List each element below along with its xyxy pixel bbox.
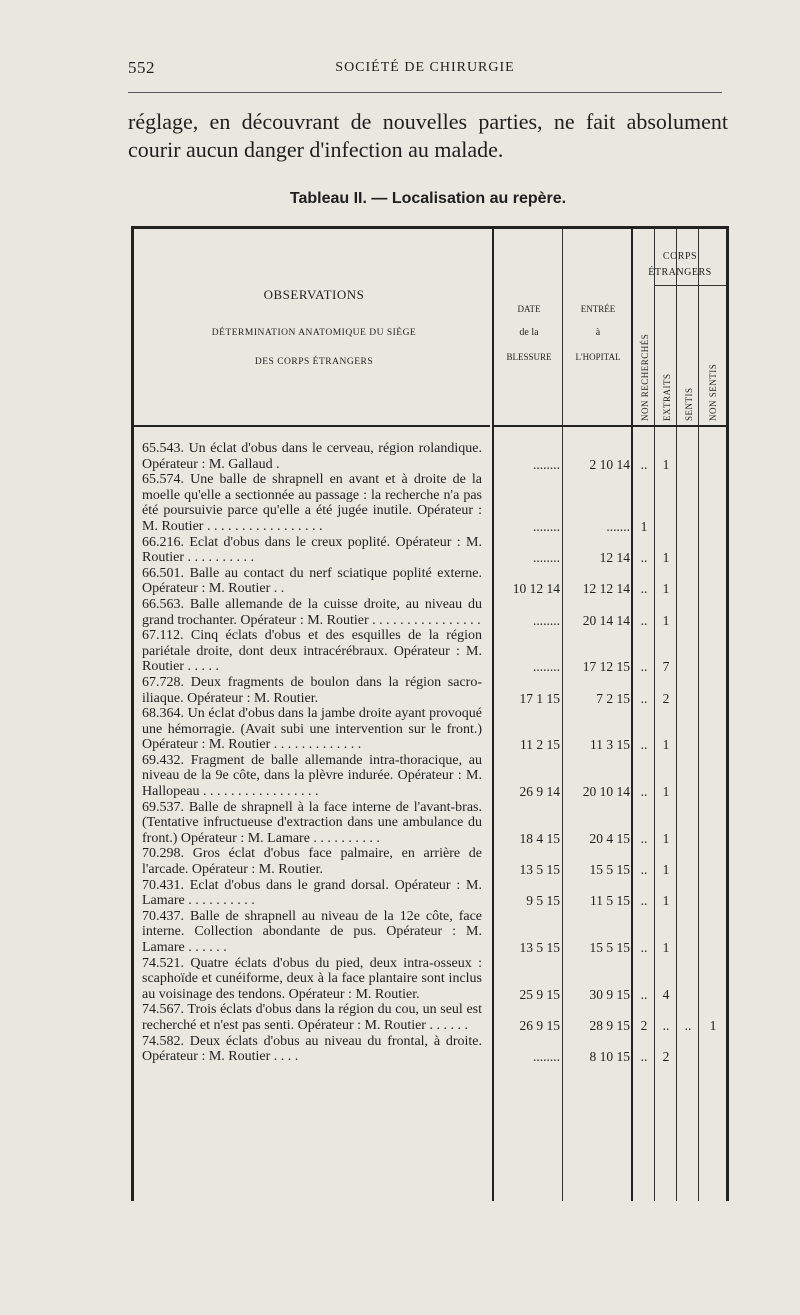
table-row [134,800,726,847]
table-row [134,675,726,706]
observation-text: 67.112. Cinq éclats d'obus et des esquilles de la région pariétale droite, dont deux intracérébraux. Opérateur : M. Routier . . . . . [142,628,482,675]
cell-extraits: 4 [662,986,670,1002]
header-separator-left [134,425,490,427]
intro-paragraph [128,108,728,164]
table-body [134,441,726,1065]
cell-extraits: 1 [662,830,670,846]
table-row [134,1034,726,1065]
page-number: 552 [128,58,155,77]
cell-extraits: 1 [662,581,670,597]
cell-extraits: 1 [662,737,670,753]
cell-non-recherches: .. [640,830,648,846]
header-non-recherches-label: NON RECHERCHÉS [640,333,650,421]
cell-non-recherches: .. [640,690,648,706]
observation-text: 70.431. Eclat d'obus dans le grand dorsal. Opérateur : M. Lamare . . . . . . . . . . [142,877,482,909]
cell-date: 26 9 15 [519,1017,560,1033]
header-sentis [679,291,697,421]
cell-date: ........ [533,550,560,566]
localisation-table [131,226,729,1201]
cell-date: 18 4 15 [519,830,560,846]
cell-entree: 7 2 15 [596,690,630,706]
table-row [134,956,726,1003]
cell-non-sentis: 1 [709,1017,717,1033]
header-obs-title: OBSERVATIONS [263,287,365,302]
cell-non-recherches: .. [640,659,648,675]
header-sentis-label: SENTIS [684,387,694,421]
table-row [134,878,726,909]
cell-non-recherches: .. [640,1049,648,1065]
observation-text: 69.537. Balle de shrapnell à la face interne de l'avant-bras. (Tentative infructueuse d'extraction dans une ambulance du front.) Opérateur : M. Lamare . . . . . . . . . . [142,799,482,846]
cell-extraits: 1 [662,893,670,909]
cell-extraits: 1 [662,862,670,878]
header-entree-l1: ENTRÉE [580,304,616,314]
cell-sentis: .. [684,1017,692,1033]
intro-line-1: réglage, en découvrant de nouvelles parties, ne fait absolument [128,109,728,134]
cell-entree: 30 9 15 [589,986,630,1002]
cell-entree: 12 14 [599,550,630,566]
table-row [134,909,726,956]
header-corps-etrangers [634,249,726,281]
cell-date: 13 5 15 [519,940,560,955]
observation-text: 74.582. Deux éclats d'obus au niveau du frontal, à droite. Opérateur : M. Routier . . . . [142,1033,482,1065]
table-row [134,441,726,472]
cell-extraits: 1 [662,940,670,955]
cell-entree: 15 5 15 [589,862,630,878]
table-row [134,753,726,800]
cell-date: 17 1 15 [519,690,560,706]
cell-extraits: .. [662,1017,670,1033]
header-separator-right [494,425,726,427]
header-non-sentis [703,291,721,421]
observation-text: 66.563. Balle allemande de la cuisse droite, au niveau du grand trochanter. Opérateur : M. Routier . . . . . . . . . . . . . . . . [142,596,482,628]
cell-non-recherches: .. [640,456,648,472]
header-observations [134,229,494,429]
cell-extraits: 2 [662,1049,670,1065]
cell-non-recherches: .. [640,737,648,753]
cell-date: 25 9 15 [519,986,560,1002]
header-date-l2: de la [519,327,539,338]
cell-entree: 20 10 14 [582,784,630,800]
page-header [128,58,722,80]
header-obs-sub1: DÉTERMINATION ANATOMIQUE DU SIÈGE [211,328,417,338]
observation-text: 68.364. Un éclat d'obus dans la jambe droite ayant provoqué une hémorragie. (Avait subi une intervention sur le front.) Opérateur : M. Routier . . . . . . . . . . . . . [142,706,482,753]
header-entree [564,297,632,369]
table-row [134,1002,726,1033]
header-extraits [657,291,675,421]
table-row [134,846,726,877]
cell-entree: 15 5 15 [589,940,630,955]
cell-date: ........ [533,612,560,628]
cell-entree: ....... [606,518,630,534]
cell-non-recherches: .. [640,581,648,597]
cell-entree: 2 10 14 [589,456,630,472]
cell-non-recherches: .. [640,784,648,800]
observation-text: 67.728. Deux fragments de boulon dans la région sacro-iliaque. Opérateur : M. Routier. [142,674,482,706]
cell-non-recherches: .. [640,862,648,878]
table-row [134,597,726,628]
observation-text: 66.216. Eclat d'obus dans le creux poplité. Opérateur : M. Routier . . . . . . . . . . [142,534,482,566]
cell-entree: 12 12 14 [582,581,630,597]
observation-text: 69.432. Fragment de balle allemande intra-thoracique, au niveau de la 9e côte, dans la plèvre indurée. Opérateur : M. Hallopeau . . . . . . . . . . . . . . . . . [142,752,482,800]
header-date-l3: BLESSURE [506,352,552,362]
cell-entree: 20 14 14 [582,612,630,628]
cell-extraits: 1 [662,612,670,628]
cell-entree: 8 10 15 [589,1049,630,1065]
header-date-l1: DATE [517,304,541,314]
cell-extraits: 7 [662,659,670,675]
cell-extraits: 1 [662,456,670,472]
cell-date: ........ [533,659,560,675]
observation-text: 70.298. Gros éclat d'obus face palmaire, en arrière de l'arcade. Opérateur : M. Routier. [142,846,482,878]
cell-date: 11 2 15 [520,737,560,753]
running-title: SOCIÉTÉ DE CHIRURGIE [335,60,515,75]
cell-date: 9 5 15 [526,893,560,909]
header-rule [128,92,722,93]
cell-extraits: 1 [662,784,670,800]
cell-date: ........ [533,518,560,534]
cell-entree: 11 3 15 [590,737,630,753]
observation-text: 65.574. Une balle de shrapnell en avant et à droite de la moelle qu'elle a sectionnée au passage : la recherche n'a pas été poursuivie parce qu'elle a été jugée inutile. Opérateur : M. Routier . . . . . . . . . . . . . . . . . [142,472,482,534]
cell-date: 13 5 15 [519,862,560,878]
header-date [496,297,562,369]
cell-non-recherches: 2 [640,1017,648,1033]
table-row [134,566,726,597]
cell-entree: 28 9 15 [589,1017,630,1033]
cell-date: ........ [533,1049,560,1065]
cell-non-recherches: .. [640,550,648,566]
cell-non-recherches: .. [640,940,648,955]
cell-extraits: 1 [662,550,670,566]
cell-date: ........ [533,456,560,472]
header-entree-l2: à [595,327,601,338]
cell-non-recherches: .. [640,986,648,1002]
table-row [134,706,726,753]
header-extraits-label: EXTRAITS [662,373,672,421]
cell-non-recherches: 1 [640,518,648,534]
table-title: Tableau II. — Localisation au repère. [289,190,567,207]
header-corps-l2: ÉTRANGERS [648,267,712,278]
header-obs-sub2: DES CORPS ÉTRANGERS [254,357,374,367]
table-row [134,535,726,566]
observation-text: 70.437. Balle de shrapnell au niveau de la 12e côte, face interne. Collection abondante de pus. Opérateur : M. Lamare . . . . . . [142,908,482,955]
table-row [134,628,726,675]
cell-date: 26 9 14 [519,784,560,800]
header-non-sentis-label: NON SENTIS [708,363,718,421]
header-entree-l3: L'HOPITAL [575,352,621,362]
cell-extraits: 2 [662,690,670,706]
corps-header-rule [654,285,726,286]
header-corps-l1: CORPS [662,251,698,262]
cell-entree: 20 4 15 [589,830,630,846]
observation-text: 66.501. Balle au contact du nerf sciatique poplité externe. Opérateur : M. Routier . . [142,565,482,597]
observation-text: 74.521. Quatre éclats d'obus du pied, deux intra-osseux : scaphoïde et cunéiforme, deux à la face plantaire sont inclus au voisinage des tendons. Opérateur : M. Routier. [142,955,482,1002]
observation-text: 65.543. Un éclat d'obus dans le cerveau, région rolandique. Opérateur : M. Gallaud . [142,441,482,472]
table-row [134,472,726,534]
cell-entree: 11 5 15 [590,893,630,909]
cell-non-recherches: .. [640,612,648,628]
cell-entree: 17 12 15 [582,659,630,675]
header-non-recherches [635,291,653,421]
cell-non-recherches: .. [640,893,648,909]
intro-line-2: courir aucun danger d'infection au malade. [128,137,504,162]
cell-date: 10 12 14 [512,581,560,597]
observation-text: 74.567. Trois éclats d'obus dans la région du cou, un seul est recherché et n'est pas senti. Opérateur : M. Routier . . . . . . [142,1002,482,1033]
